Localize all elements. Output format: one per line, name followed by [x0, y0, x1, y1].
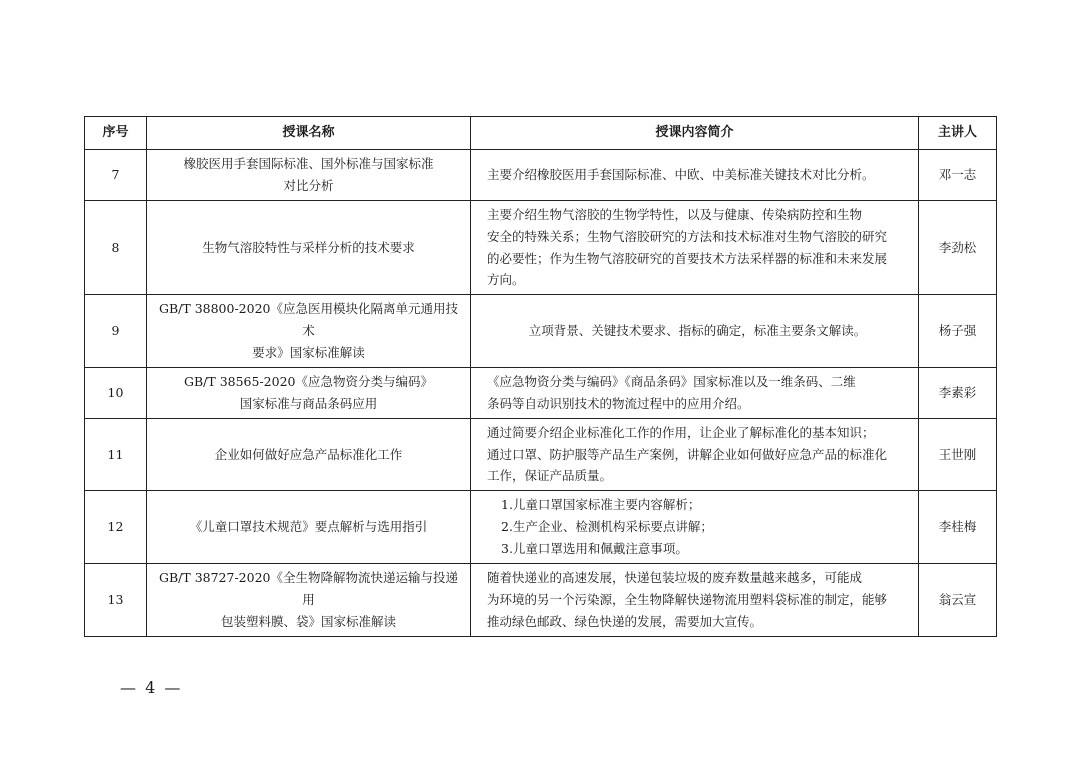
table-row — [85, 295, 997, 368]
course-intro-line: 方向。 — [487, 272, 525, 288]
course-intro-line: 立项背景、关键技术要求、指标的确定，标准主要条文解读。 — [528, 323, 867, 339]
course-title — [147, 563, 471, 636]
course-intro — [471, 563, 919, 636]
speaker: 李素彩 — [919, 367, 997, 418]
row-number: 9 — [85, 295, 147, 368]
header-title: 授课名称 — [147, 117, 471, 150]
course-intro-line: 1.儿童口罩国家标准主要内容解析； — [501, 497, 701, 513]
course-title-line: 对比分析 — [283, 177, 334, 193]
course-intro-line: 通过口罩、防护服等产品生产案例，讲解企业如何做好应急产品的标准化 — [487, 446, 888, 462]
course-intro-line: 2.生产企业、检测机构采标要点讲解； — [501, 519, 713, 535]
course-title-line: 要求》国家标准解读 — [252, 345, 365, 360]
table-row — [85, 150, 997, 201]
course-intro-line: 为环境的另一个污染源，全生物降解快递物流用塑料袋标准的制定，能够 — [487, 591, 888, 607]
course-title — [147, 418, 471, 491]
row-number: 7 — [85, 150, 147, 201]
speaker: 邓一志 — [919, 150, 997, 201]
table-row — [85, 367, 997, 418]
page-number: — 4 — — [120, 678, 183, 697]
course-table — [84, 116, 997, 637]
course-title — [147, 200, 471, 295]
table-header-row — [85, 117, 997, 150]
course-intro — [471, 367, 919, 418]
course-intro-line: 条码等自动识别技术的物流过程中的应用介绍。 — [487, 395, 750, 411]
row-number: 13 — [85, 563, 147, 636]
speaker: 李桂梅 — [919, 491, 997, 564]
course-title-line: 生物气溶胶特性与采样分析的技术要求 — [202, 239, 415, 255]
course-intro-line: 《应急物资分类与编码》《商品条码》国家标准以及一维条码、二维 — [487, 373, 856, 389]
speaker: 李劲松 — [919, 200, 997, 295]
course-title — [147, 491, 471, 564]
course-title-line: GB/T 38727-2020《全生物降解物流快递运输与投递用 — [159, 569, 458, 607]
course-title-line: 企业如何做好应急产品标准化工作 — [214, 446, 403, 462]
speaker: 王世刚 — [919, 418, 997, 491]
table-row — [85, 491, 997, 564]
course-title — [147, 295, 471, 368]
speaker: 翁云宣 — [919, 563, 997, 636]
course-intro-line: 3.儿童口罩选用和佩戴注意事项。 — [501, 541, 688, 556]
course-title-line: 橡胶医用手套国际标准、国外标准与国家标准 — [183, 156, 434, 171]
course-intro-line: 主要介绍橡胶医用手套国际标准、中欧、中美标准关键技术对比分析。 — [487, 166, 875, 182]
course-title-line: 《儿童口罩技术规范》要点解析与选用指引 — [189, 519, 428, 535]
course-title-line: GB/T 38565-2020《应急物资分类与编码》 — [184, 373, 433, 389]
course-title-line: 包装塑料膜、袋》国家标准解读 — [220, 613, 396, 629]
course-intro — [471, 150, 919, 201]
row-number: 8 — [85, 200, 147, 295]
course-intro-line: 随着快递业的高速发展，快递包装垃圾的废弃数量越来越多，可能成 — [487, 569, 863, 585]
course-intro-line: 安全的特殊关系；生物气溶胶研究的方法和技术标准对生物气溶胶的研究 — [487, 228, 888, 244]
course-title — [147, 367, 471, 418]
course-intro-line: 的必要性；作为生物气溶胶研究的首要技术方法采样器的标准和未来发展 — [487, 250, 888, 266]
course-intro — [471, 418, 919, 491]
header-no: 序号 — [85, 117, 147, 150]
course-intro — [471, 200, 919, 295]
course-intro-line: 推动绿色邮政、绿色快递的发展，需要加大宣传。 — [487, 613, 763, 629]
course-intro-line: 通过简要介绍企业标准化工作的作用，让企业了解标准化的基本知识； — [487, 424, 875, 440]
row-number: 10 — [85, 367, 147, 418]
row-number: 11 — [85, 418, 147, 491]
course-title-line: 国家标准与商品条码应用 — [239, 395, 378, 411]
course-intro — [471, 295, 919, 368]
course-intro — [471, 491, 919, 564]
course-title — [147, 150, 471, 201]
speaker: 杨子强 — [919, 295, 997, 368]
header-speaker: 主讲人 — [919, 117, 997, 150]
table-row — [85, 200, 997, 295]
course-intro-line: 工作，保证产品质量。 — [487, 468, 613, 484]
row-number: 12 — [85, 491, 147, 564]
course-title-line: GB/T 38800-2020《应急医用模块化隔离单元通用技术 — [159, 301, 458, 339]
table-row — [85, 563, 997, 636]
table-row — [85, 418, 997, 491]
course-intro-line: 主要介绍生物气溶胶的生物学特性，以及与健康、传染病防控和生物 — [487, 206, 863, 222]
header-intro: 授课内容简介 — [471, 117, 919, 150]
